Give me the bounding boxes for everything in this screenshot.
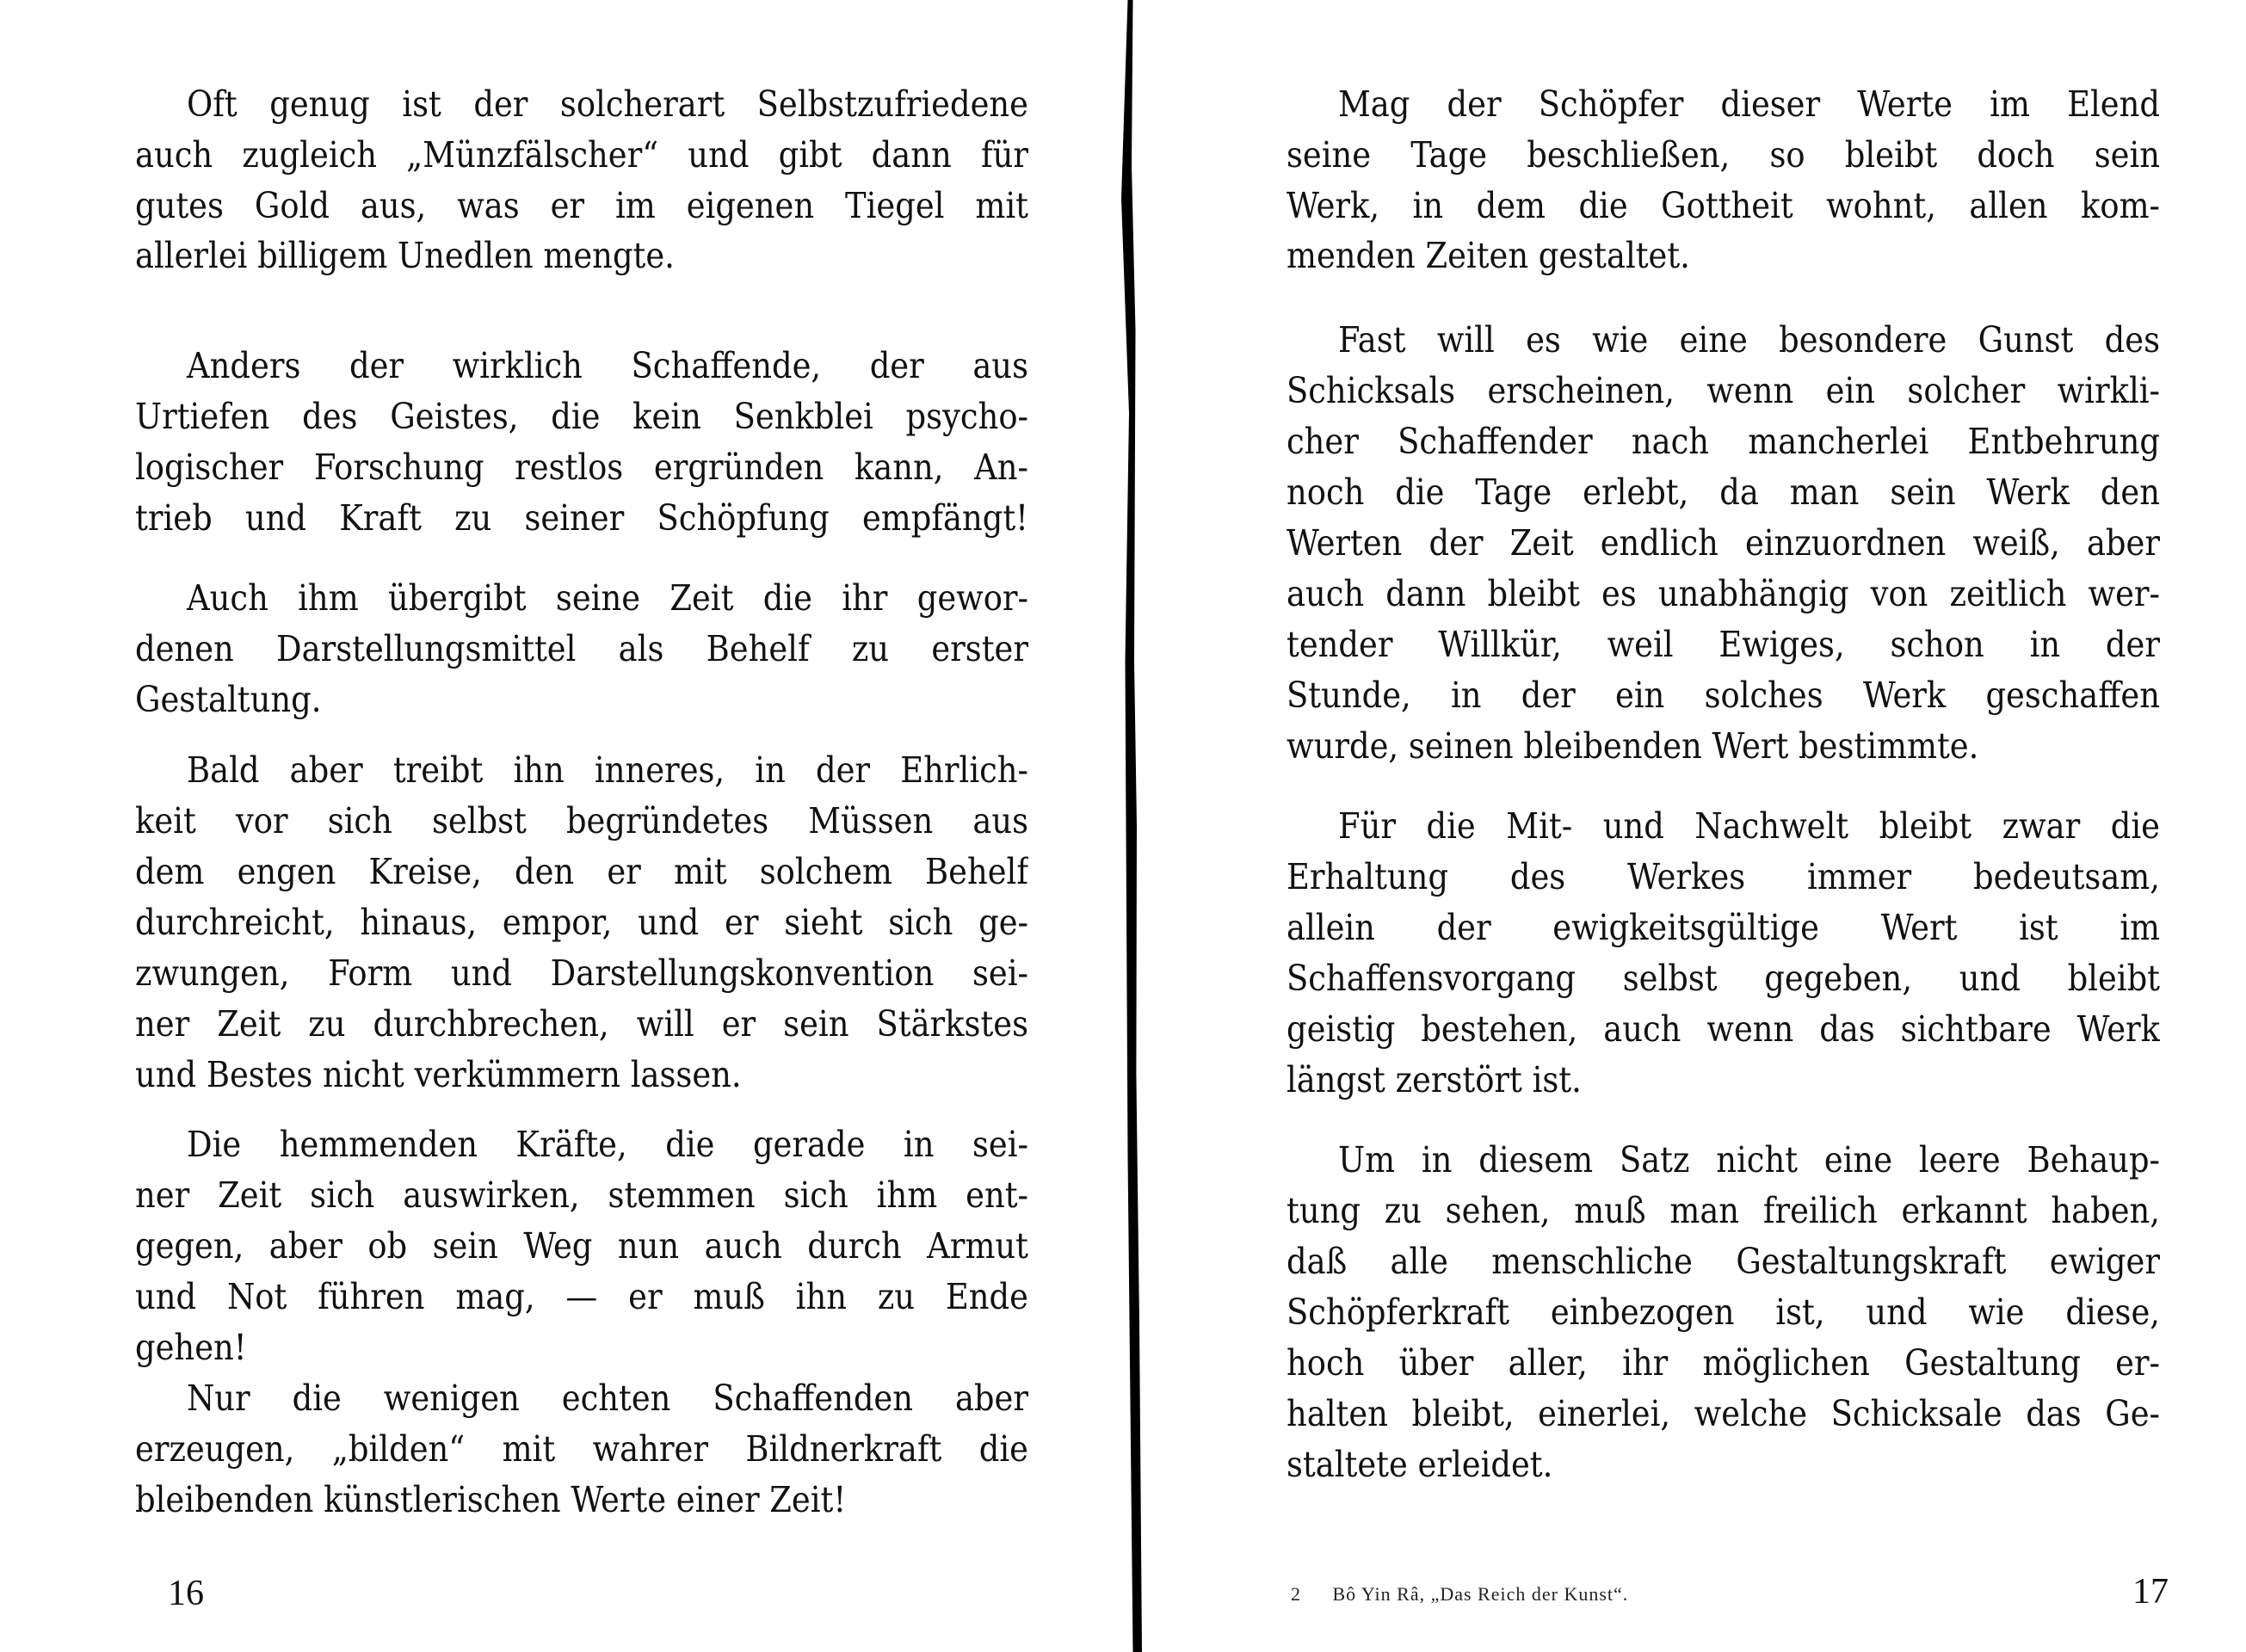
text-line: cher Schaffender nach mancherlei Entbehrung — [1287, 421, 2160, 462]
text-line: halten bleibt, einerlei, welche Schicksale das Ge- — [1287, 1393, 2160, 1434]
text-line: Für die Mit- und Nachwelt bleibt zwar die — [1338, 805, 2160, 847]
left-page — [0, 0, 1119, 1652]
text-line: Schöpferkraft einbezogen ist, und wie diese, — [1287, 1291, 2160, 1333]
text-line: denen Darstellungsmittel als Behelf zu erster — [135, 628, 1028, 669]
text-line: Werk, in dem die Gottheit wohnt, allen kom- — [1287, 185, 2160, 226]
page-number: 17 — [2132, 1572, 2169, 1612]
text-line: hoch über aller, ihr möglichen Gestaltung er- — [1287, 1342, 2160, 1384]
text-line: logischer Forschung restlos ergründen kann, An- — [135, 447, 1028, 488]
text-line: tender Willkür, weil Ewiges, schon in der — [1287, 624, 2160, 665]
text-line: Erhaltung des Werkes immer bedeutsam, — [1287, 856, 2160, 897]
page-number: 16 — [168, 1574, 204, 1613]
text-line: längst zerstört ist. — [1287, 1059, 1582, 1100]
book-spine-gutter — [1121, 0, 1147, 1652]
text-line: Bald aber treibt ihn inneres, in der Ehrlich- — [187, 749, 1028, 791]
text-line: ner Zeit zu durchbrechen, will er sein Stärkstes — [135, 1003, 1028, 1045]
text-line: Um in diesem Satz nicht eine leere Behaup- — [1338, 1139, 2160, 1180]
text-line: menden Zeiten gestaltet. — [1287, 235, 1690, 276]
text-line: tung zu sehen, muß man freilich erkannt haben, — [1287, 1190, 2160, 1231]
text-line: gutes Gold aus, was er im eigenen Tiegel mit — [135, 185, 1028, 226]
text-line: Urtiefen des Geistes, die kein Senkblei psycho- — [135, 396, 1028, 437]
text-line: daß alle menschliche Gestaltungskraft ewiger — [1287, 1241, 2160, 1282]
text-line: und Not führen mag, — er muß ihn zu Ende — [135, 1276, 1028, 1317]
text-line: gegen, aber ob sein Weg nun auch durch Armut — [135, 1225, 1028, 1267]
text-line: ner Zeit sich auswirken, stemmen sich ihm ent- — [135, 1174, 1028, 1216]
text-line: auch dann bleibt es unabhängig von zeitlich wer- — [1287, 573, 2160, 614]
text-line: trieb und Kraft zu seiner Schöpfung empfängt! — [135, 497, 1028, 539]
text-line: noch die Tage erlebt, da man sein Werk den — [1287, 472, 2160, 513]
text-line: allein der ewigkeitsgültige Wert ist im — [1287, 907, 2160, 948]
footnote-text: Bô Yin Râ, „Das Reich der Kunst“. — [1332, 1583, 1629, 1605]
text-line: Stunde, in der ein solches Werk geschaffen — [1287, 675, 2160, 716]
text-line: Mag der Schöpfer dieser Werte im Elend — [1338, 83, 2160, 125]
text-line: Auch ihm übergibt seine Zeit die ihr gewor- — [187, 577, 1028, 619]
text-line: wurde, seinen bleibenden Wert bestimmte. — [1287, 725, 1979, 767]
text-line: allerlei billigem Unedlen mengte. — [135, 235, 675, 276]
text-line: Oft genug ist der solcherart Selbstzufriedene — [187, 83, 1028, 125]
text-line: und Bestes nicht verkümmern lassen. — [135, 1054, 742, 1095]
text-line: auch zugleich „Münzfälscher“ und gibt dann für — [135, 134, 1028, 176]
text-line: Nur die wenigen echten Schaffenden aber — [187, 1378, 1028, 1419]
text-line: zwungen, Form und Darstellungskonvention sei- — [135, 952, 1028, 994]
text-line: Schaffensvorgang selbst gegeben, und bleibt — [1287, 958, 2160, 999]
text-line: geistig bestehen, auch wenn das sichtbare Werk — [1287, 1008, 2160, 1050]
text-line: seine Tage beschließen, so bleibt doch sein — [1287, 134, 2160, 176]
text-line: Gestaltung. — [135, 679, 322, 720]
text-line: Anders der wirklich Schaffende, der aus — [187, 345, 1028, 386]
right-page — [1153, 0, 2246, 1652]
text-line: Werten der Zeit endlich einzuordnen weiß, aber — [1287, 522, 2160, 564]
text-line: Schicksals erscheinen, wenn ein solcher wirkli- — [1287, 370, 2160, 411]
text-line: staltete erleidet. — [1287, 1444, 1553, 1485]
text-line: Fast will es wie eine besondere Gunst des — [1338, 319, 2160, 361]
text-line: durchreicht, hinaus, empor, und er sieht sich ge- — [135, 902, 1028, 943]
footnote — [1291, 1583, 1628, 1606]
text-line: gehen! — [135, 1327, 247, 1368]
text-line: bleibenden künstlerischen Werte einer Zeit! — [135, 1479, 847, 1520]
signature-mark: 2 — [1291, 1583, 1301, 1605]
text-line: dem engen Kreise, den er mit solchem Behelf — [135, 851, 1028, 892]
text-line: Die hemmenden Kräfte, die gerade in sei- — [187, 1124, 1028, 1165]
text-line: keit vor sich selbst begründetes Müssen aus — [135, 800, 1028, 841]
text-line: erzeugen, „bilden“ mit wahrer Bildnerkraft die — [135, 1428, 1028, 1470]
